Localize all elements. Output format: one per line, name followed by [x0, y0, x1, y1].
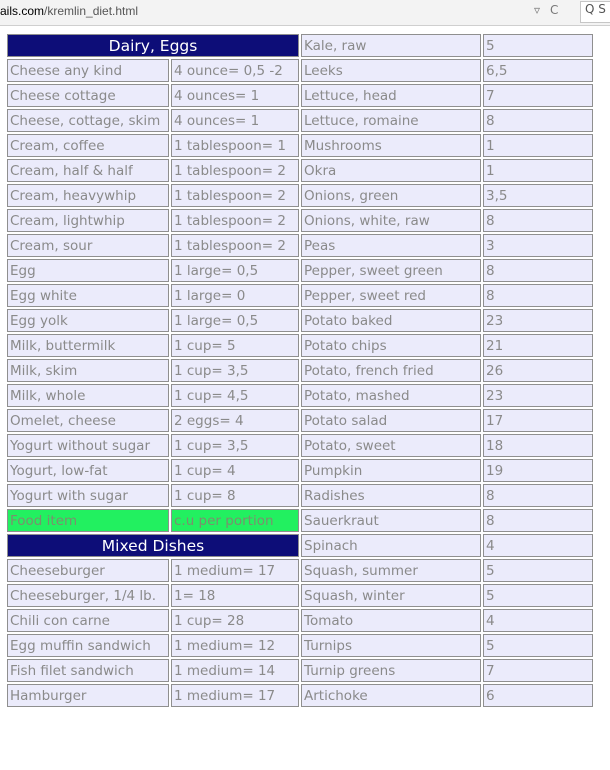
portion-cell: 4 ounce= 0,5 -2: [171, 59, 299, 82]
food-name-cell: Cheese, cottage, skim: [7, 109, 169, 132]
carb-value-cell: 6: [483, 684, 593, 707]
column-header-portion: c.u per portion: [171, 509, 299, 532]
portion-cell: 1 tablespoon= 2: [171, 159, 299, 182]
food-name-cell: Pumpkin: [301, 459, 481, 482]
portion-cell: 1 cup= 4,5: [171, 384, 299, 407]
portion-cell: 1 tablespoon= 2: [171, 184, 299, 207]
food-name-cell: Potato, french fried: [301, 359, 481, 382]
section-title: Mixed Dishes: [7, 534, 299, 557]
food-name-cell: Cream, half & half: [7, 159, 169, 182]
food-name-cell: Peas: [301, 234, 481, 257]
portion-cell: 1 tablespoon= 2: [171, 209, 299, 232]
food-name-cell: Egg muffin sandwich: [7, 634, 169, 657]
food-name-cell: Cheeseburger, 1/4 lb.: [7, 584, 169, 607]
food-name-cell: Mushrooms: [301, 134, 481, 157]
table-row: [7, 384, 593, 407]
carb-value-cell: 8: [483, 509, 593, 532]
carb-value-cell: 8: [483, 209, 593, 232]
food-name-cell: Potato, mashed: [301, 384, 481, 407]
portion-cell: 1 large= 0: [171, 284, 299, 307]
food-name-cell: Cream, coffee: [7, 134, 169, 157]
carb-value-cell: 21: [483, 334, 593, 357]
food-name-cell: Milk, buttermilk: [7, 334, 169, 357]
section-title: Dairy, Eggs: [7, 34, 299, 57]
food-name-cell: Egg yolk: [7, 309, 169, 332]
food-name-cell: Potato, sweet: [301, 434, 481, 457]
address-bar[interactable]: [0, 4, 138, 18]
carb-value-cell: 5: [483, 34, 593, 57]
food-name-cell: Okra: [301, 159, 481, 182]
url-path: /kremlin_diet.html: [44, 4, 139, 18]
carb-value-cell: 5: [483, 559, 593, 582]
table-row: [7, 459, 593, 482]
table-row: [7, 59, 593, 82]
table-row: [7, 634, 593, 657]
portion-cell: 1 cup= 28: [171, 609, 299, 632]
carb-value-cell: 3: [483, 234, 593, 257]
food-name-cell: Egg white: [7, 284, 169, 307]
food-name-cell: Pepper, sweet red: [301, 284, 481, 307]
food-name-cell: Yogurt, low-fat: [7, 459, 169, 482]
table-row: [7, 434, 593, 457]
table-row: [7, 284, 593, 307]
table-row: [7, 684, 593, 707]
carb-value-cell: 5: [483, 634, 593, 657]
food-name-cell: Sauerkraut: [301, 509, 481, 532]
food-name-cell: Artichoke: [301, 684, 481, 707]
table-row: [7, 409, 593, 432]
table-row: [7, 334, 593, 357]
food-name-cell: Radishes: [301, 484, 481, 507]
food-name-cell: Turnips: [301, 634, 481, 657]
portion-cell: 1 cup= 8: [171, 484, 299, 507]
table-row: [7, 109, 593, 132]
carb-value-cell: 19: [483, 459, 593, 482]
table-row: [7, 584, 593, 607]
table-row: [7, 234, 593, 257]
portion-cell: 1 large= 0,5: [171, 309, 299, 332]
portion-cell: 1 cup= 3,5: [171, 434, 299, 457]
carb-value-cell: 7: [483, 659, 593, 682]
table-row: [7, 184, 593, 207]
food-name-cell: Pepper, sweet green: [301, 259, 481, 282]
table-row: [7, 159, 593, 182]
food-name-cell: Potato chips: [301, 334, 481, 357]
carb-value-cell: 23: [483, 309, 593, 332]
food-name-cell: Yogurt with sugar: [7, 484, 169, 507]
food-name-cell: Lettuce, head: [301, 84, 481, 107]
carb-value-cell: 4: [483, 534, 593, 557]
portion-cell: 1 tablespoon= 1: [171, 134, 299, 157]
portion-cell: 4 ounces= 1: [171, 84, 299, 107]
carb-table: [5, 32, 595, 709]
portion-cell: 1 cup= 3,5: [171, 359, 299, 382]
portion-cell: 1 cup= 5: [171, 334, 299, 357]
food-name-cell: Lettuce, romaine: [301, 109, 481, 132]
food-name-cell: Chili con carne: [7, 609, 169, 632]
food-name-cell: Hamburger: [7, 684, 169, 707]
food-name-cell: Onions, green: [301, 184, 481, 207]
food-name-cell: Yogurt without sugar: [7, 434, 169, 457]
table-row: [7, 309, 593, 332]
carb-value-cell: 18: [483, 434, 593, 457]
food-name-cell: Cream, lightwhip: [7, 209, 169, 232]
carb-value-cell: 1: [483, 159, 593, 182]
food-name-cell: Cheeseburger: [7, 559, 169, 582]
portion-cell: 1 large= 0,5: [171, 259, 299, 282]
food-name-cell: Potato baked: [301, 309, 481, 332]
carb-value-cell: 5: [483, 584, 593, 607]
table-row: [7, 209, 593, 232]
portion-cell: 1 medium= 12: [171, 634, 299, 657]
portion-cell: 1= 18: [171, 584, 299, 607]
food-name-cell: Spinach: [301, 534, 481, 557]
carb-value-cell: 7: [483, 84, 593, 107]
table-row: [7, 134, 593, 157]
food-name-cell: Potato salad: [301, 409, 481, 432]
carb-value-cell: 8: [483, 484, 593, 507]
food-name-cell: Fish filet sandwich: [7, 659, 169, 682]
food-name-cell: Squash, winter: [301, 584, 481, 607]
food-name-cell: Leeks: [301, 59, 481, 82]
food-name-cell: Kale, raw: [301, 34, 481, 57]
table-row: [7, 659, 593, 682]
food-name-cell: Cream, sour: [7, 234, 169, 257]
carb-value-cell: 26: [483, 359, 593, 382]
carb-value-cell: 3,5: [483, 184, 593, 207]
table-row: [7, 259, 593, 282]
food-name-cell: Egg: [7, 259, 169, 282]
table-row: [7, 359, 593, 382]
page-content: [0, 26, 610, 770]
carb-value-cell: 4: [483, 609, 593, 632]
table-row: [7, 34, 593, 57]
carb-value-cell: 8: [483, 259, 593, 282]
address-bar-icons: [534, 3, 558, 17]
carb-value-cell: 1: [483, 134, 593, 157]
food-name-cell: Squash, summer: [301, 559, 481, 582]
portion-cell: 1 medium= 17: [171, 684, 299, 707]
table-row: [7, 609, 593, 632]
food-name-cell: Omelet, cheese: [7, 409, 169, 432]
carb-value-cell: 8: [483, 109, 593, 132]
food-name-cell: Cheese cottage: [7, 84, 169, 107]
url-domain: ails.com: [0, 4, 45, 18]
food-name-cell: Milk, whole: [7, 384, 169, 407]
portion-cell: 1 medium= 14: [171, 659, 299, 682]
carb-value-cell: 17: [483, 409, 593, 432]
food-name-cell: Milk, skim: [7, 359, 169, 382]
carb-value-cell: 6,5: [483, 59, 593, 82]
carb-value-cell: 23: [483, 384, 593, 407]
column-header-food: Food item: [7, 509, 169, 532]
food-name-cell: Onions, white, raw: [301, 209, 481, 232]
portion-cell: 2 eggs= 4: [171, 409, 299, 432]
dropdown-arrow-icon[interactable]: ▿: [534, 3, 541, 17]
food-name-cell: Tomato: [301, 609, 481, 632]
table-row: [7, 534, 593, 557]
table-row: [7, 559, 593, 582]
table-row: [7, 509, 593, 532]
portion-cell: 4 ounces= 1: [171, 109, 299, 132]
table-row: [7, 84, 593, 107]
portion-cell: 1 tablespoon= 2: [171, 234, 299, 257]
portion-cell: 1 medium= 17: [171, 559, 299, 582]
food-name-cell: Cream, heavywhip: [7, 184, 169, 207]
food-name-cell: Turnip greens: [301, 659, 481, 682]
reload-icon[interactable]: C: [550, 3, 559, 17]
browser-toolbar: [0, 0, 610, 26]
food-name-cell: Cheese any kind: [7, 59, 169, 82]
portion-cell: 1 cup= 4: [171, 459, 299, 482]
table-row: [7, 484, 593, 507]
search-input[interactable]: Q S: [580, 1, 610, 23]
carb-value-cell: 8: [483, 284, 593, 307]
